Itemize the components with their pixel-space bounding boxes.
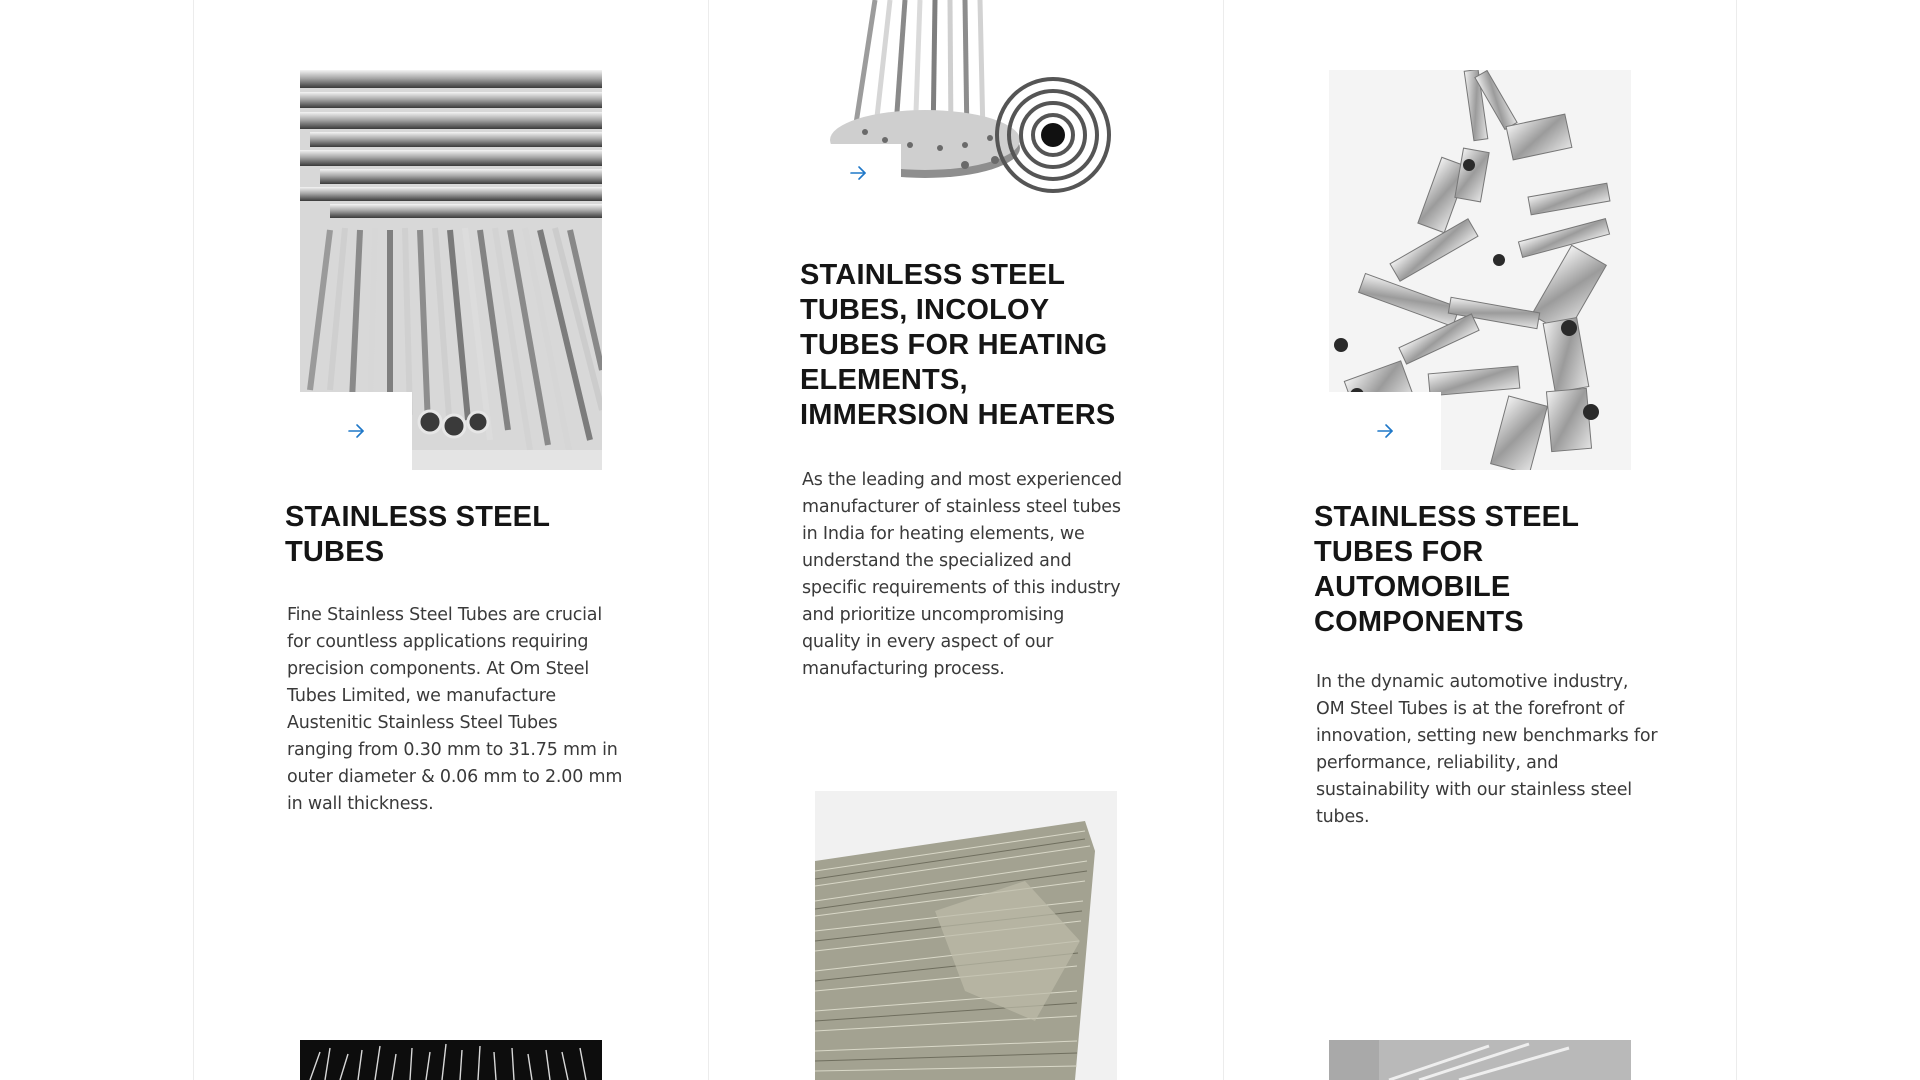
card-description: Fine Stainless Steel Tubes are crucial for countless applications requiring precision components. At Om Steel Tubes Limited, we manufacture Austenitic Stainless Steel Tubes ranging from 0.30 mm to 31.75 mm in outer diameter & 0.06 mm to 2.00 mm in wall thickness.	[287, 605, 623, 814]
card-title[interactable]: STAINLESS STEEL TUBES FOR AUTOMOBILE COMPONENTS	[1314, 501, 1579, 638]
card-description: As the leading and most experienced manufacturer of stainless steel tubes in India for heating elements, we understand the specialized and specific requirements of this industry and prioritize uncompromising quality in every aspect of our manufacturing process.	[802, 470, 1122, 679]
card-description: In the dynamic automotive industry, OM Steel Tubes is at the forefront of innovation, setting new benchmarks for performance, reliability, and sustainability with our stainless steel tubes.	[1316, 672, 1658, 827]
card-arrow-button[interactable]	[300, 392, 412, 470]
product-card-automobile-tubes	[1224, 0, 1736, 1080]
product-card-stainless-steel-tubes	[194, 0, 708, 1080]
arrow-right-icon	[346, 421, 366, 441]
card-arrow-button[interactable]	[815, 144, 901, 202]
arrow-right-icon	[848, 163, 868, 183]
card-title[interactable]: STAINLESS STEEL TUBES, INCOLOY TUBES FOR HEATING ELEMENTS, IMMERSION HEATERS	[800, 259, 1116, 431]
product-image-bottom[interactable]	[1329, 1040, 1631, 1080]
product-image-capillary-tubes[interactable]	[815, 791, 1117, 1080]
product-card-heating-element-tubes	[709, 0, 1223, 1080]
card-title[interactable]: STAINLESS STEEL TUBES	[285, 501, 550, 568]
column-divider	[1736, 0, 1737, 1080]
product-image-bottom[interactable]	[300, 1040, 602, 1080]
arrow-right-icon	[1375, 421, 1395, 441]
card-arrow-button[interactable]	[1329, 392, 1441, 470]
